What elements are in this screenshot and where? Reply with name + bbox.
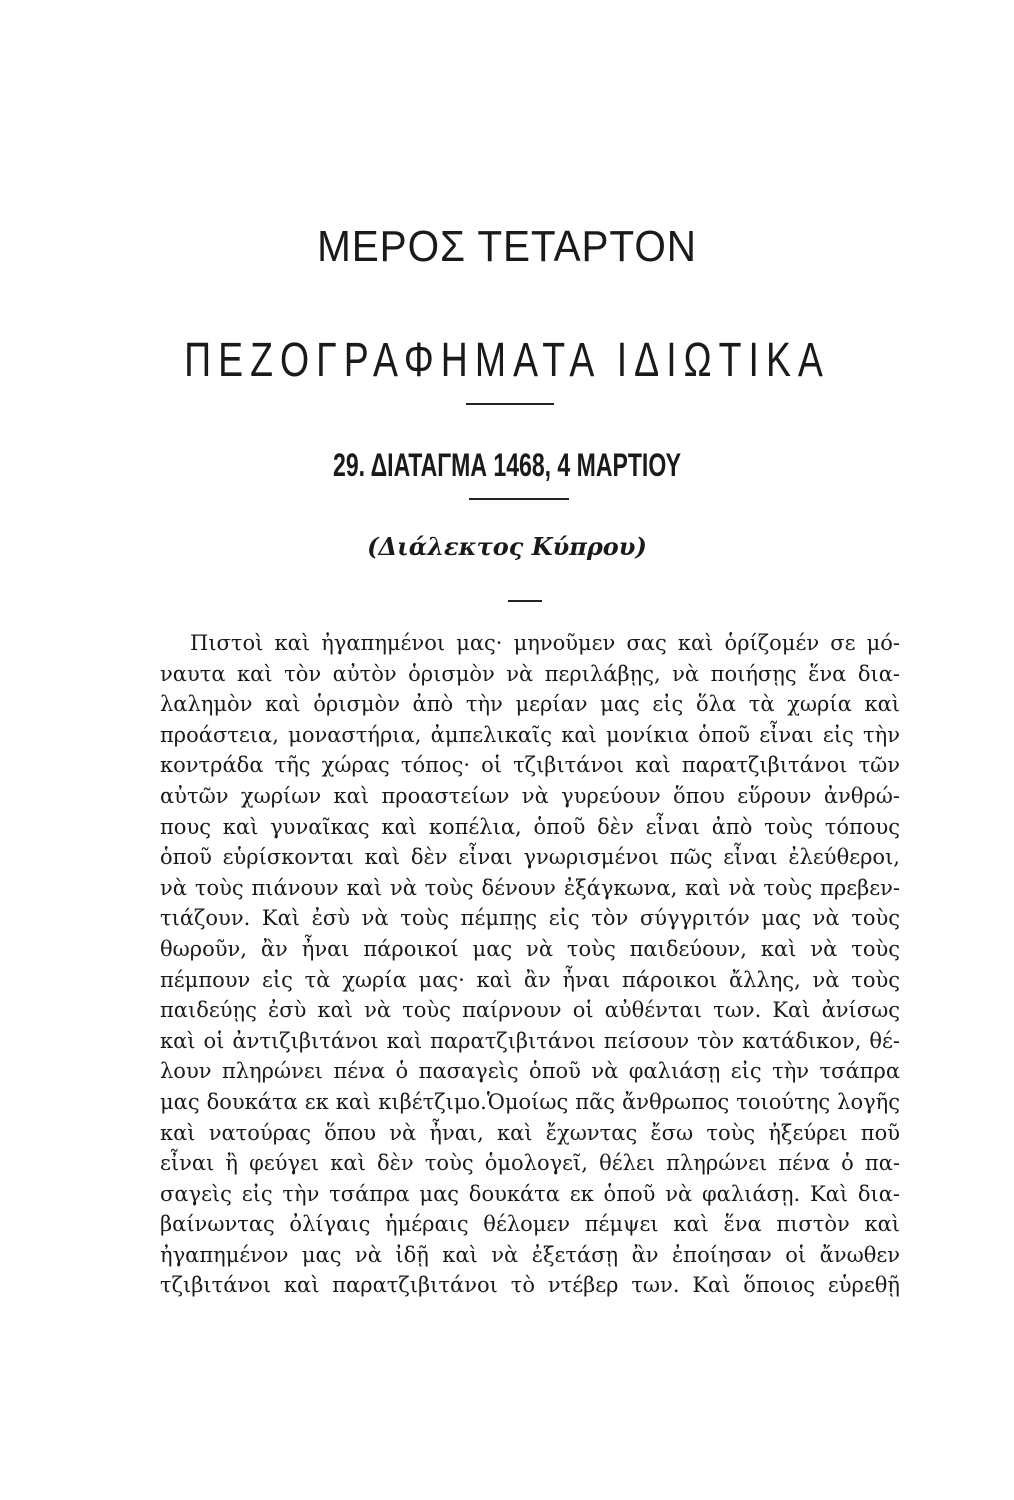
body-line: αὐτῶν χωρίων καὶ προαστείων νὰ γυρεύουν ὅπου εὕρουν ἀνθρώ- [160,783,900,808]
body-line: βαίνωντας ὀλίγαις ἡμέραις θέλομεν πέμψει καὶ ἕνα πιστὸν καὶ [160,1212,900,1237]
body-line: καὶ οἱ ἀντιζιβιτάνοι καὶ παρατζιβιτάνοι πείσουν τὸν κατάδικον, θέ- [160,1028,900,1053]
body-line: πους καὶ γυναῖκας καὶ κοπέλια, ὁποῦ δὲν εἶναι ἀπὸ τοὺς τόπους [160,814,900,839]
body-line: εἶναι ἢ φεύγει καὶ δὲν τοὺς ὁμολογεῖ, θέλει πληρώνει πένα ὁ πα- [160,1151,900,1176]
divider-rule [466,403,554,405]
body-line: κοντράδα τῆς χώρας τόπος· οἱ τζιβιτάνοι καὶ παρατζιβιτάνοι τῶν [160,753,900,778]
decree-heading: 29. ΔΙΑΤΑΓΜΑ 1468, 4 ΜΑΡΤΙΟΥ [333,447,681,483]
body-line: ἠγαπημένον μας νὰ ἰδῇ καὶ νὰ ἐξετάσῃ ἂν ἐποίησαν οἱ ἄνωθεν [160,1242,900,1267]
body-line: ναυτα καὶ τὸν αὐτὸν ὁρισμὸν νὰ περιλάβῃς, νὰ ποιήσῃς ἕνα δια- [160,661,900,686]
body-line: Πιστοὶ καὶ ἠγαπημένοι μας· μηνοῦμεν σας καὶ ὁρίζομέν σε μό- [190,631,900,655]
body-line: λουν πληρώνει πένα ὁ πασαγεὶς ὁποῦ νὰ φαλιάσῃ εἰς τὴν τσάπρα [160,1059,900,1084]
body-line: λαλημὸν καὶ ὁρισμὸν ἀπὸ τὴν μερίαν μας εἰς ὅλα τὰ χωρία καὶ [160,692,900,717]
body-line: τζιβιτάνοι καὶ παρατζιβιτάνοι τὸ ντέβερ των. Καὶ ὅποιος εὑρεθῇ [160,1273,900,1298]
body-line: ὁποῦ εὑρίσκονται καὶ δὲν εἶναι γνωρισμένοι πῶς εἶναι ἐλεύθεροι, [160,845,900,870]
body-line: μας δουκάτα εκ καὶ κιβέτζιμο.Ὁμοίως πᾶς ἄνθρωπος τοιούτης λογῆς [160,1089,900,1114]
body-line: παιδεύῃς ἐσὺ καὶ νὰ τοὺς παίρνουν οἱ αὐθένται των. Καὶ ἀνίσως [160,998,900,1023]
body-line: πέμπουν εἰς τὰ χωρία μας· καὶ ἂν ἦναι πάροικοι ἄλλης, νὰ τοὺς [160,967,900,992]
decree-dialect: (Διάλεκτος Κύπρου) [367,532,647,561]
body-line: νὰ τοὺς πιάνουν καὶ νὰ τοὺς δένουν ἐξάγκωνα, καὶ νὰ τοὺς πρεβεν- [160,875,900,900]
body-line: θωροῦν, ἂν ἦναι πάροικοί μας νὰ τοὺς παιδεύουν, καὶ νὰ τοὺς [160,936,900,961]
body-line: σαγεὶς εἰς τὴν τσάπρα μας δουκάτα εκ ὁποῦ νὰ φαλιάσῃ. Καὶ δια- [160,1181,900,1206]
divider-rule [508,600,542,602]
part-subtitle: ΠΕΖΟΓΡΑΦΗΜΑΤΑ ΙΔΙΩΤΙΚΑ [184,334,830,387]
decree-body [160,628,900,1301]
divider-rule [469,498,569,500]
body-line: τιάζουν. Καὶ ἐσὺ νὰ τοὺς πέμπῃς εἰς τὸν σύγγριτόν μας νὰ τοὺς [160,906,900,931]
body-line: προάστεια, μοναστήρια, ἀμπελικαῖς καὶ μονίκια ὁποῦ εἶναι εἰς τὴν [160,722,900,747]
body-line: καὶ νατούρας ὅπου νὰ ἦναι, καὶ ἔχωντας ἔσω τοὺς ἠξεύρει ποῦ [160,1120,900,1145]
part-title: ΜΕΡΟΣ ΤΕΤΑΡΤΟΝ [317,222,697,271]
